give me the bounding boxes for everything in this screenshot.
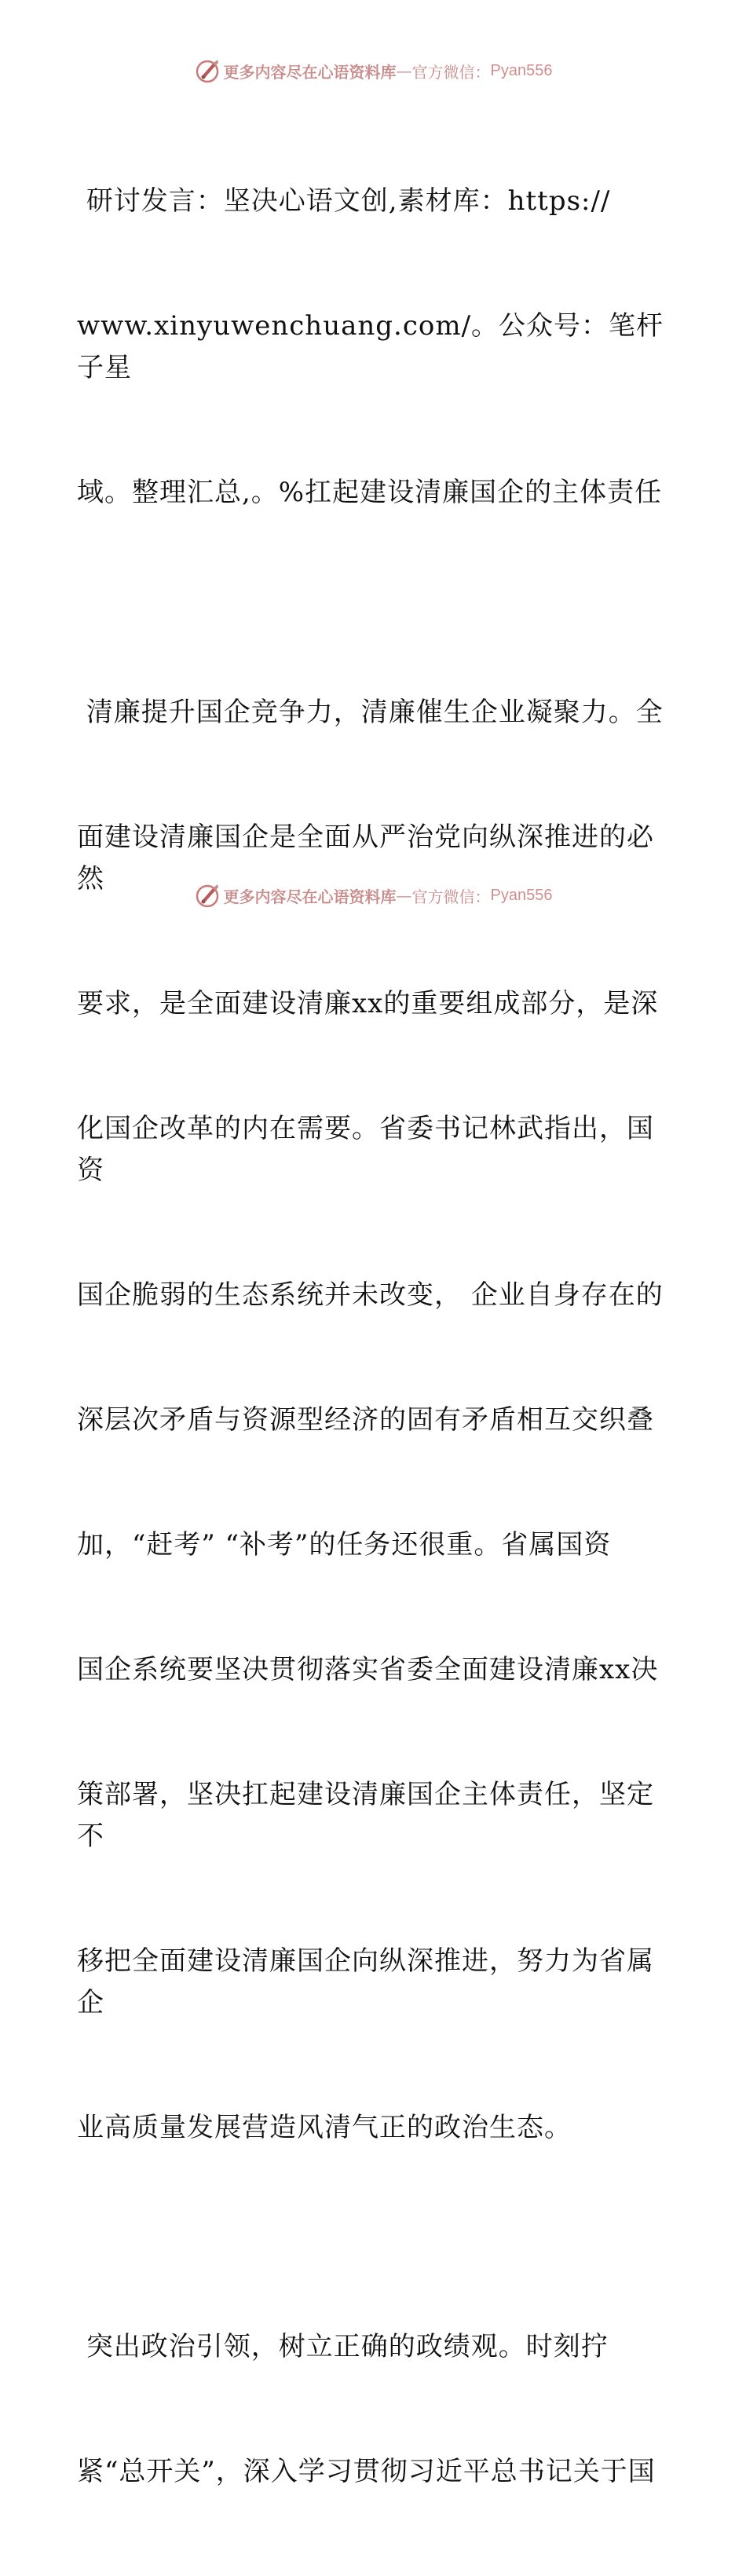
text-line: 研讨发言：坚决心语文创,素材库：https:// (77, 185, 611, 217)
text-line: www.xinyuwenchuang.com/。公众号：笔杆子星 (77, 310, 664, 383)
brush-pen-logo-icon (194, 57, 221, 84)
footer-watermark (0, 880, 746, 911)
text-line: 加，“赶考” “补考”的任务还很重。省属国资 (77, 1529, 612, 1561)
text-line: 策部署，坚决扛起建设清廉国企主体责任，坚定不 (77, 1779, 654, 1852)
text-line: 清廉提升国企竞争力，清廉催生企业凝聚力。全 (77, 697, 664, 728)
brush-pen-logo-icon (194, 882, 221, 909)
paragraph-political-guidance (77, 2243, 674, 2576)
watermark-wechat-id: Pyan556 (490, 61, 553, 79)
text-line: 业高质量发展营造风清气正的政治生态。 (77, 2112, 572, 2143)
watermark-wechat-id: Pyan556 (490, 886, 553, 904)
paragraph-intro (77, 97, 674, 597)
watermark-dash: — (396, 886, 412, 905)
text-line: 要求，是全面建设清廉xx的重要组成部分，是深 (77, 988, 659, 1019)
text-line: 化国企改革的内在需要。省委书记林武指出，国资 (77, 1113, 654, 1186)
text-line: 域。整理汇总,。%扛起建设清廉国企的主体责任 (77, 477, 663, 508)
watermark-wechat-label: 官方微信： (411, 62, 491, 82)
header-watermark (0, 55, 746, 86)
watermark-wechat-label: 官方微信： (411, 887, 491, 906)
text-line: 国企脆弱的生态系统并未改变， 企业自身存在的 (77, 1279, 664, 1311)
watermark-dash: — (396, 61, 412, 80)
text-line: 深层次矛盾与资源型经济的固有矛盾相互交织叠 (77, 1404, 654, 1436)
watermark-text: 更多内容尽在心语资料库 (223, 887, 397, 906)
paragraph-main (77, 609, 674, 2232)
text-line: 紧“总开关”，深入学习贯彻习近平总书记关于国 (77, 2456, 656, 2487)
text-line: 移把全面建设清廉国企向纵深推进，努力为省属企 (77, 1945, 654, 2018)
watermark-text: 更多内容尽在心语资料库 (223, 62, 397, 82)
text-line: 面建设清廉国企是全面从严治党向纵深推进的必然 (77, 821, 654, 895)
text-line: 突出政治引领，树立正确的政绩观。时刻拧 (77, 2331, 609, 2362)
document-body (77, 97, 674, 2576)
text-line: 国企系统要坚决贯彻落实省委全面建设清廉xx决 (77, 1654, 659, 1685)
